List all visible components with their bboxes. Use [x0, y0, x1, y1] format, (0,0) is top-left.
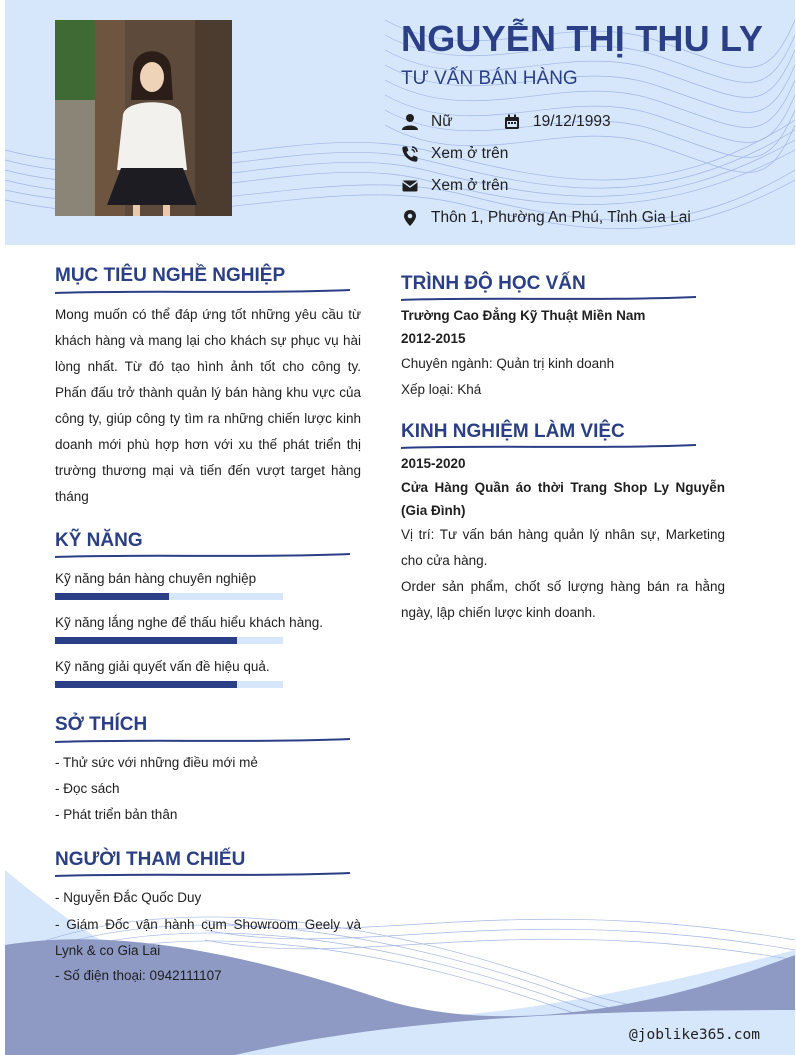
skill-bar-fill — [55, 681, 237, 688]
experience-period: 2015-2020 — [401, 456, 466, 471]
job-title: TƯ VẤN BÁN HÀNG — [401, 68, 578, 89]
calendar-icon — [503, 113, 521, 131]
education-major: Chuyên ngành: Quản trị kinh doanh — [401, 356, 615, 371]
phone-value: Xem ở trên — [431, 145, 509, 162]
skill-label: Kỹ năng bán hàng chuyên nghiệp — [55, 571, 257, 586]
references-title: NGƯỜI THAM CHIẾU — [55, 849, 246, 870]
reference-position: - Giám Đốc vận hành cụm Showroom Geely và Lynk & co Gia Lai — [55, 917, 361, 958]
education-period: 2012-2015 — [401, 331, 466, 346]
hobbies-title: SỞ THÍCH — [55, 714, 148, 735]
experience-role: Vị trí: Tư vấn bán hàng quản lý nhân sự, Marketing cho cửa hàng. — [401, 527, 725, 568]
gender-row — [401, 113, 453, 131]
phone-icon — [401, 145, 419, 163]
skill-bar — [55, 681, 283, 688]
objective-text: Mong muốn có thể đáp ứng tốt những yêu cầu từ khách hàng và mang lại cho khách sự phục vụ hài lòng nhất. Từ đó tạo hình ảnh tốt cho công ty. Phấn đấu trở thành quản lý bán hàng khu vực của công ty, giúp công ty tìm ra những chiến lược kinh doanh mới phù hợp hơn với xu thế phát triển thị trường thương mại và tiến đến vượt target hàng tháng — [55, 307, 361, 504]
candidate-name: NGUYỄN THỊ THU LY — [401, 18, 764, 59]
address-row — [401, 209, 691, 227]
skill-bar-fill — [55, 593, 169, 600]
birthdate-row — [503, 113, 611, 131]
skills-title: KỸ NĂNG — [55, 530, 143, 551]
email-value: Xem ở trên — [431, 177, 509, 194]
hobbies-underline — [55, 737, 350, 745]
cv-page — [5, 0, 795, 1055]
phone-row — [401, 145, 508, 163]
skill-bar — [55, 637, 283, 644]
objective-title: MỤC TIÊU NGHỀ NGHIỆP — [55, 265, 286, 286]
hobby-item: - Phát triển bản thân — [55, 807, 178, 822]
education-title: TRÌNH ĐỘ HỌC VẤN — [401, 273, 586, 294]
address-value: Thôn 1, Phường An Phú, Tỉnh Gia Lai — [431, 209, 691, 226]
skills-underline — [55, 552, 350, 560]
skill-label: Kỹ năng giải quyết vấn đề hiệu quả. — [55, 659, 270, 674]
experience-title: KINH NGHIỆM LÀM VIỆC — [401, 421, 625, 442]
envelope-icon — [401, 177, 419, 195]
birthdate-value: 19/12/1993 — [533, 113, 611, 130]
education-underline — [401, 295, 696, 303]
skill-label: Kỹ năng lắng nghe để thấu hiểu khách hàng. — [55, 615, 323, 630]
watermark: @joblike365.com — [629, 1027, 760, 1043]
experience-duty: Order sản phẩm, chốt số lượng hàng bán ra hằng ngày, lập chiến lược kinh doanh. — [401, 579, 725, 620]
cv-header — [5, 0, 795, 245]
skill-bar-fill — [55, 637, 237, 644]
reference-person: - Nguyễn Đắc Quốc Duy — [55, 890, 202, 905]
education-school: Trường Cao Đẳng Kỹ Thuật Miền Nam — [401, 308, 646, 323]
references-underline — [55, 871, 350, 879]
map-pin-icon — [401, 209, 419, 227]
email-row — [401, 177, 508, 195]
profile-photo — [55, 20, 232, 216]
objective-underline — [55, 288, 350, 296]
gender-value: Nữ — [431, 113, 453, 130]
experience-underline — [401, 443, 696, 451]
experience-company: Cửa Hàng Quần áo thời Trang Shop Ly Nguyễn (Gia Đình) — [401, 480, 725, 518]
hobby-item: - Đọc sách — [55, 781, 120, 796]
education-grade: Xếp loại: Khá — [401, 382, 482, 397]
user-icon — [401, 113, 419, 131]
hobby-item: - Thử sức với những điều mới mẻ — [55, 755, 258, 770]
skill-bar — [55, 593, 283, 600]
reference-phone: - Số điện thoại: 0942111107 — [55, 968, 222, 983]
